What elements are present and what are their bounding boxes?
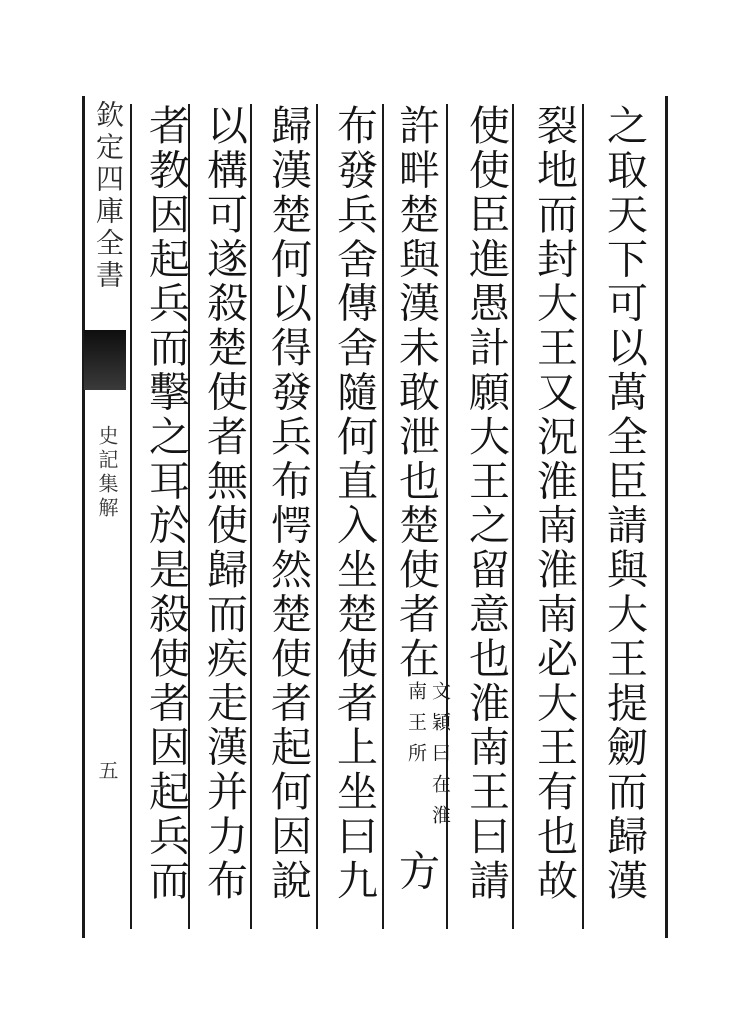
- text-column-6: 歸漢楚何以得發兵布愕然楚使者起何因說: [264, 104, 312, 904]
- column-4-text-after: 方: [392, 849, 440, 894]
- text-column-2: 裂地而封大王又況淮南淮南必大王有也故: [530, 104, 578, 904]
- margin-header: 欽定四庫全書: [92, 100, 125, 292]
- annotation-line-right: 文穎曰在: [429, 681, 451, 806]
- column-divider: [130, 104, 132, 929]
- text-column-4: [388, 104, 452, 934]
- page-number: 五: [95, 760, 119, 780]
- fishtail-mark: [84, 330, 126, 390]
- text-column-8: 者教因起兵而擊之耳於是殺使者因起兵而: [142, 104, 190, 904]
- column-4-text-before: 許畔楚與漢未敢泄也楚使者在: [392, 104, 440, 682]
- text-column-3: 使使臣進愚計願大王之留意也淮南王曰請: [462, 104, 510, 904]
- text-column-1: 之取天下可以萬全臣請與大王提劒而歸漢: [600, 104, 648, 904]
- text-column-5: 布發兵舍傳舍隨何直入坐楚使者上坐曰九: [330, 104, 378, 904]
- margin-book-title: 史記集解: [95, 425, 119, 521]
- annotation-note: [398, 681, 452, 849]
- text-column-7: 以構可遂殺楚使者無使歸而疾走漢并力布: [200, 104, 248, 904]
- annotation-line-left: 淮南王所: [405, 681, 451, 837]
